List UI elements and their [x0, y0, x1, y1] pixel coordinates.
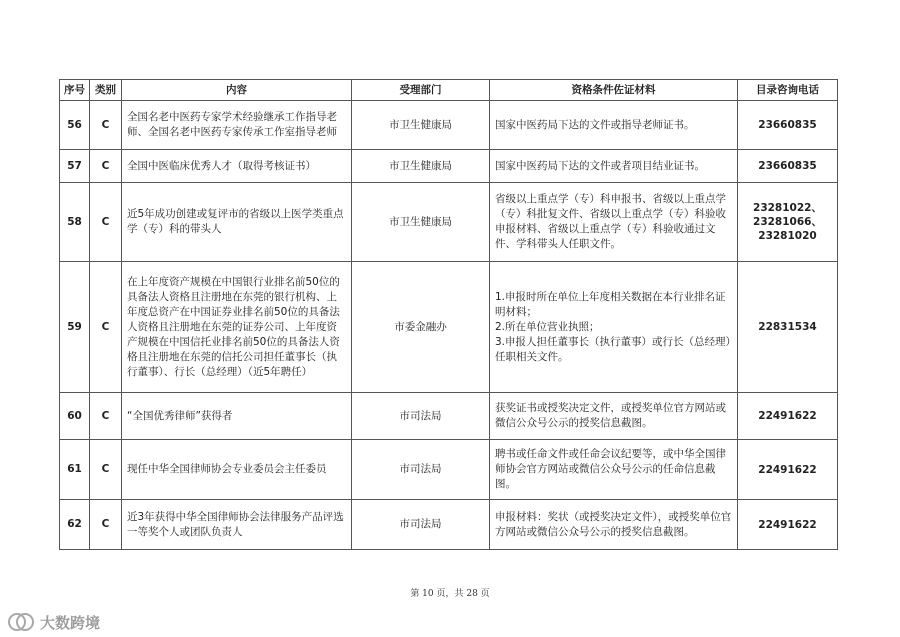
row-phone: 23660835 — [738, 150, 838, 183]
row-department: 市卫生健康局 — [352, 150, 490, 183]
table-row — [60, 150, 838, 183]
row-content: 在上年度资产规模在中国银行业排名前50位的具备法人资格且注册地在东莞的银行机构、上年度总资产在中国证券业排名前50位的具备法人资格且注册地在东莞的证券公司、上年度资产规模在中国信托业排名前50位的具备法人资格且注册地在东莞的信托公司担任董事长（执行董事）、行长（总经理）（近5年聘任） — [122, 262, 352, 393]
row-phone: 23660835 — [738, 101, 838, 150]
row-materials: 国家中医药局下达的文件或者项目结业证书。 — [490, 150, 738, 183]
row-number: 60 — [60, 393, 90, 440]
row-number: 59 — [60, 262, 90, 393]
header-category: 类别 — [90, 80, 122, 101]
row-number: 62 — [60, 500, 90, 550]
page-number: 第 10 页，共 28 页 — [410, 589, 490, 599]
row-department: 市司法局 — [352, 500, 490, 550]
header-no: 序号 — [60, 80, 90, 101]
table-row — [60, 262, 838, 393]
table-row — [60, 183, 838, 262]
watermark-logo-icon — [6, 611, 36, 633]
row-content: 近3年获得中华全国律师协会法律服务产品评选一等奖个人或团队负责人 — [122, 500, 352, 550]
table-row — [60, 440, 838, 500]
row-department: 市司法局 — [352, 393, 490, 440]
watermark-text: 大数跨境 — [40, 613, 101, 632]
row-materials: 申报材料：奖状（或授奖决定文件），或授奖单位官方网站或微信公众号公示的授奖信息截图。 — [490, 500, 738, 550]
row-phone: 22491622 — [738, 500, 838, 550]
row-phone: 23281022、23281066、23281020 — [738, 183, 838, 262]
header-phone: 目录咨询电话 — [738, 80, 838, 101]
row-number: 57 — [60, 150, 90, 183]
row-category: C — [90, 150, 122, 183]
row-category: C — [90, 393, 122, 440]
table-header-row — [60, 80, 838, 101]
row-category: C — [90, 500, 122, 550]
row-materials: 国家中医药局下达的文件或指导老师证书。 — [490, 101, 738, 150]
row-content: 现任中华全国律师协会专业委员会主任委员 — [122, 440, 352, 500]
row-materials: 省级以上重点学（专）科申报书、省级以上重点学（专）科批复文件、省级以上重点学（专）科验收申报材料、省级以上重点学（专）科验收通过文件、学科带头人任职文件。 — [490, 183, 738, 262]
row-number: 61 — [60, 440, 90, 500]
row-number: 56 — [60, 101, 90, 150]
row-materials: 聘书或任命文件或任命会议纪要等，或中华全国律师协会官方网站或微信公众号公示的任命信息截图。 — [490, 440, 738, 500]
row-content: “全国优秀律师”获得者 — [122, 393, 352, 440]
table-row — [60, 393, 838, 440]
row-materials: 1.申报时所在单位上年度相关数据在本行业排名证明材料； 2.所在单位营业执照； 3.申报人担任董事长（执行董事）或行长（总经理）任职相关文件。 — [490, 262, 738, 393]
row-content: 近5年成功创建或复评市的省级以上医学类重点学（专）科的带头人 — [122, 183, 352, 262]
talent-catalog-table — [59, 79, 838, 550]
watermark — [6, 610, 100, 634]
row-department: 市委金融办 — [352, 262, 490, 393]
header-content: 内容 — [122, 80, 352, 101]
header-materials: 资格条件佐证材料 — [490, 80, 738, 101]
row-phone: 22491622 — [738, 393, 838, 440]
row-category: C — [90, 440, 122, 500]
row-content: 全国名老中医药专家学术经验继承工作指导老师、全国名老中医药专家传承工作室指导老师 — [122, 101, 352, 150]
row-department: 市司法局 — [352, 440, 490, 500]
row-category: C — [90, 262, 122, 393]
row-phone: 22831534 — [738, 262, 838, 393]
row-phone: 22491622 — [738, 440, 838, 500]
row-content: 全国中医临床优秀人才（取得考核证书） — [122, 150, 352, 183]
row-materials: 获奖证书或授奖决定文件，或授奖单位官方网站或微信公众号公示的授奖信息截图。 — [490, 393, 738, 440]
row-category: C — [90, 101, 122, 150]
row-department: 市卫生健康局 — [352, 101, 490, 150]
header-department: 受理部门 — [352, 80, 490, 101]
row-number: 58 — [60, 183, 90, 262]
row-category: C — [90, 183, 122, 262]
table-row — [60, 101, 838, 150]
row-department: 市卫生健康局 — [352, 183, 490, 262]
table-row — [60, 500, 838, 550]
